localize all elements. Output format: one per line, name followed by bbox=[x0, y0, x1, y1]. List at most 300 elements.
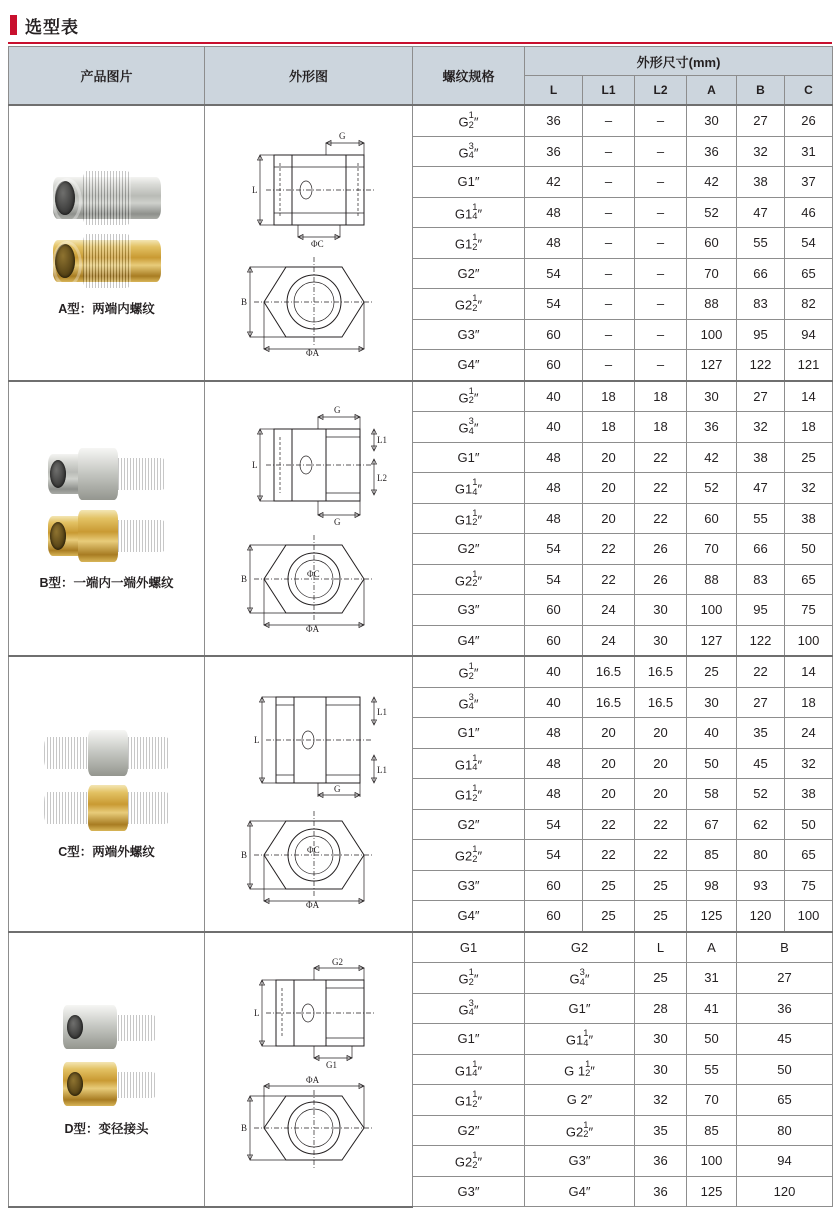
dim-A: 40 bbox=[687, 718, 737, 749]
svg-text:L: L bbox=[251, 184, 257, 195]
dim-C: 38 bbox=[785, 779, 833, 810]
header-L: L bbox=[525, 76, 583, 106]
dim-A: 88 bbox=[687, 289, 737, 320]
drawing-cell-b bbox=[205, 381, 413, 657]
spec-cell: G4″ bbox=[413, 901, 525, 932]
spec-cell: G 3 4 ″ bbox=[413, 687, 525, 718]
dim-C: 14 bbox=[785, 381, 833, 412]
spec-cell-g2: G 1 1 2 ″ bbox=[525, 1054, 635, 1085]
dim-L2: 16.5 bbox=[635, 656, 687, 687]
header-dimensions-group: 外形尺寸(mm) bbox=[525, 47, 833, 76]
drawing-b-side bbox=[214, 403, 404, 529]
drawing-cell-c bbox=[205, 656, 413, 932]
header-d-G2: G2 bbox=[525, 932, 635, 963]
dim-L: 28 bbox=[635, 993, 687, 1024]
dim-C: 54 bbox=[785, 228, 833, 259]
dim-L: 60 bbox=[525, 870, 583, 901]
spec-cell: G1 1 4 ″ bbox=[413, 748, 525, 779]
spec-cell-g2: G 2″ bbox=[525, 1085, 635, 1116]
dim-A: 70 bbox=[687, 1085, 737, 1116]
dim-B: 38 bbox=[737, 442, 785, 473]
dim-C: 100 bbox=[785, 901, 833, 932]
dim-L1: – bbox=[583, 167, 635, 198]
dim-L: 48 bbox=[525, 748, 583, 779]
dim-B: 80 bbox=[737, 840, 785, 871]
header-A: A bbox=[687, 76, 737, 106]
dim-L1: 16.5 bbox=[583, 656, 635, 687]
dim-B: 47 bbox=[737, 197, 785, 228]
spec-cell-g1: G 1 2 ″ bbox=[413, 963, 525, 994]
dim-C: 82 bbox=[785, 289, 833, 320]
svg-text:G: G bbox=[338, 130, 345, 141]
spec-cell-g1: G3″ bbox=[413, 1176, 525, 1207]
dim-L: 60 bbox=[525, 595, 583, 626]
svg-text:ΦA: ΦA bbox=[305, 899, 319, 909]
dim-A: 50 bbox=[687, 748, 737, 779]
header-d-B: B bbox=[737, 932, 833, 963]
product-caption-d: D型：变径接头 bbox=[64, 1122, 149, 1136]
dim-B: 55 bbox=[737, 228, 785, 259]
drawing-d-side bbox=[214, 956, 404, 1072]
dim-L2: 20 bbox=[635, 748, 687, 779]
dim-L: 42 bbox=[525, 167, 583, 198]
drawing-a-side bbox=[214, 129, 404, 249]
dim-L: 40 bbox=[525, 687, 583, 718]
svg-text:ΦA: ΦA bbox=[305, 1075, 319, 1085]
dim-L1: 20 bbox=[583, 748, 635, 779]
dim-B: 52 bbox=[737, 779, 785, 810]
header-drawing: 外形图 bbox=[205, 47, 413, 106]
dim-L2: 30 bbox=[635, 595, 687, 626]
spec-cell-g1: G2 1 2 ″ bbox=[413, 1146, 525, 1177]
dim-B: 83 bbox=[737, 564, 785, 595]
dim-C: 24 bbox=[785, 718, 833, 749]
dim-C: 75 bbox=[785, 595, 833, 626]
dim-L2: 22 bbox=[635, 840, 687, 871]
dim-L1: 16.5 bbox=[583, 687, 635, 718]
page-root bbox=[0, 8, 840, 1199]
drawing-a-end bbox=[214, 249, 404, 357]
drawing-cell-a bbox=[205, 105, 413, 381]
dim-A: 42 bbox=[687, 167, 737, 198]
title-accent-bar bbox=[10, 15, 17, 35]
header-B: B bbox=[737, 76, 785, 106]
dim-L2: 18 bbox=[635, 412, 687, 443]
product-photo-d-brass bbox=[57, 1057, 157, 1111]
spec-cell-g1: G1″ bbox=[413, 1024, 525, 1055]
dim-L: 36 bbox=[525, 105, 583, 136]
dim-A: 67 bbox=[687, 809, 737, 840]
svg-text:L: L bbox=[251, 460, 257, 471]
spec-cell: G1″ bbox=[413, 718, 525, 749]
dim-L: 48 bbox=[525, 779, 583, 810]
table-row bbox=[9, 105, 833, 136]
dim-B: 47 bbox=[737, 473, 785, 504]
product-photo-b-brass bbox=[48, 507, 166, 565]
dim-L: 36 bbox=[525, 136, 583, 167]
dim-L2: 20 bbox=[635, 779, 687, 810]
dim-A: 85 bbox=[687, 840, 737, 871]
table-row bbox=[9, 656, 833, 687]
page-title bbox=[8, 8, 832, 44]
svg-text:B: B bbox=[240, 296, 247, 307]
header-d-L: L bbox=[635, 932, 687, 963]
svg-text:ΦC: ΦC bbox=[306, 844, 320, 855]
dim-L2: 22 bbox=[635, 442, 687, 473]
drawing-b-end bbox=[214, 529, 404, 633]
dim-B: 27 bbox=[737, 687, 785, 718]
spec-cell: G2″ bbox=[413, 809, 525, 840]
dim-L: 30 bbox=[635, 1054, 687, 1085]
dim-L1: 18 bbox=[583, 381, 635, 412]
dim-C: 18 bbox=[785, 687, 833, 718]
spec-cell: G 3 4 ″ bbox=[413, 136, 525, 167]
dim-L2: – bbox=[635, 167, 687, 198]
table-body bbox=[9, 105, 833, 1207]
dim-L: 48 bbox=[525, 442, 583, 473]
product-photo-cell-b bbox=[9, 381, 205, 657]
dim-L2: 16.5 bbox=[635, 687, 687, 718]
spec-cell: G 3 4 ″ bbox=[413, 412, 525, 443]
svg-text:ΦA: ΦA bbox=[305, 347, 319, 357]
svg-text:ΦA: ΦA bbox=[305, 624, 319, 634]
svg-text:L1: L1 bbox=[376, 435, 387, 446]
dim-L2: – bbox=[635, 136, 687, 167]
dim-L1: 20 bbox=[583, 503, 635, 534]
dim-L2: 22 bbox=[635, 809, 687, 840]
header-d-G1: G1 bbox=[413, 932, 525, 963]
spec-cell: G2″ bbox=[413, 258, 525, 289]
product-caption-b: B型：一端内一端外螺纹 bbox=[39, 576, 174, 591]
dim-A: 36 bbox=[687, 136, 737, 167]
product-photo-cell-c bbox=[9, 656, 205, 932]
dim-C: 18 bbox=[785, 412, 833, 443]
dim-L2: – bbox=[635, 319, 687, 350]
dim-A: 85 bbox=[687, 1115, 737, 1146]
dim-C: 100 bbox=[785, 625, 833, 656]
svg-text:B: B bbox=[240, 849, 247, 860]
drawing-c-side bbox=[214, 679, 404, 805]
dim-L: 60 bbox=[525, 350, 583, 381]
svg-text:G1: G1 bbox=[325, 1060, 337, 1070]
dim-B: 120 bbox=[737, 1176, 833, 1207]
dim-A: 25 bbox=[687, 656, 737, 687]
header-product-photo: 产品图片 bbox=[9, 47, 205, 106]
svg-text:L: L bbox=[253, 734, 259, 745]
spec-cell-g2: G3″ bbox=[525, 1146, 635, 1177]
header-L1: L1 bbox=[583, 76, 635, 106]
dim-L: 36 bbox=[635, 1146, 687, 1177]
dim-L: 54 bbox=[525, 289, 583, 320]
dim-L: 60 bbox=[525, 625, 583, 656]
product-caption-c: C型：两端外螺纹 bbox=[58, 844, 155, 859]
dim-A: 36 bbox=[687, 412, 737, 443]
dim-L2: – bbox=[635, 289, 687, 320]
dim-C: 50 bbox=[785, 809, 833, 840]
dim-A: 127 bbox=[687, 350, 737, 381]
product-photo-c-steel bbox=[44, 728, 170, 778]
dim-L1: 18 bbox=[583, 412, 635, 443]
dim-A: 41 bbox=[687, 993, 737, 1024]
spec-cell: G1 1 2 ″ bbox=[413, 228, 525, 259]
product-photo-a-steel bbox=[53, 169, 161, 227]
dim-B: 80 bbox=[737, 1115, 833, 1146]
svg-text:ΦC: ΦC bbox=[306, 569, 320, 580]
page-title-text: 选型表 bbox=[25, 17, 79, 37]
dim-L: 54 bbox=[525, 809, 583, 840]
svg-text:G: G bbox=[333, 405, 340, 416]
dim-B: 38 bbox=[737, 167, 785, 198]
dim-L: 30 bbox=[635, 1024, 687, 1055]
dim-L2: 25 bbox=[635, 901, 687, 932]
dim-L: 48 bbox=[525, 503, 583, 534]
dim-C: 32 bbox=[785, 473, 833, 504]
spec-cell: G3″ bbox=[413, 319, 525, 350]
dim-B: 45 bbox=[737, 1024, 833, 1055]
dim-A: 70 bbox=[687, 258, 737, 289]
dim-L: 54 bbox=[525, 534, 583, 565]
dim-L2: 18 bbox=[635, 381, 687, 412]
dim-C: 46 bbox=[785, 197, 833, 228]
dim-C: 94 bbox=[785, 319, 833, 350]
dim-L2: 22 bbox=[635, 473, 687, 504]
dim-C: 37 bbox=[785, 167, 833, 198]
spec-cell-g2: G 3 4 ″ bbox=[525, 963, 635, 994]
dim-L: 40 bbox=[525, 381, 583, 412]
dim-L1: 22 bbox=[583, 840, 635, 871]
dim-L1: 20 bbox=[583, 473, 635, 504]
dim-L1: 22 bbox=[583, 809, 635, 840]
dim-L: 40 bbox=[525, 656, 583, 687]
svg-text:G2: G2 bbox=[331, 957, 343, 967]
dim-A: 31 bbox=[687, 963, 737, 994]
dim-B: 32 bbox=[737, 412, 785, 443]
dim-B: 95 bbox=[737, 595, 785, 626]
spec-cell: G 1 2 ″ bbox=[413, 381, 525, 412]
dim-L2: 26 bbox=[635, 534, 687, 565]
spec-cell: G4″ bbox=[413, 625, 525, 656]
dim-B: 65 bbox=[737, 1085, 833, 1116]
dim-C: 25 bbox=[785, 442, 833, 473]
dim-C: 65 bbox=[785, 840, 833, 871]
dim-B: 50 bbox=[737, 1054, 833, 1085]
table-row bbox=[9, 381, 833, 412]
dim-L: 25 bbox=[635, 963, 687, 994]
dim-B: 120 bbox=[737, 901, 785, 932]
dim-L: 48 bbox=[525, 718, 583, 749]
svg-text:G: G bbox=[333, 517, 340, 528]
product-photo-cell-d bbox=[9, 932, 205, 1207]
dim-C: 65 bbox=[785, 564, 833, 595]
spec-cell: G1″ bbox=[413, 167, 525, 198]
dim-L: 32 bbox=[635, 1085, 687, 1116]
spec-cell: G4″ bbox=[413, 350, 525, 381]
dim-B: 66 bbox=[737, 534, 785, 565]
dim-L2: – bbox=[635, 258, 687, 289]
dim-L: 40 bbox=[525, 412, 583, 443]
table-row bbox=[9, 932, 833, 963]
dim-B: 35 bbox=[737, 718, 785, 749]
spec-cell: G1 1 4 ″ bbox=[413, 197, 525, 228]
dim-L1: – bbox=[583, 105, 635, 136]
product-photo-d-steel bbox=[57, 1001, 157, 1053]
svg-text:L: L bbox=[253, 1008, 259, 1018]
dim-A: 30 bbox=[687, 381, 737, 412]
dim-C: 14 bbox=[785, 656, 833, 687]
spec-cell: G3″ bbox=[413, 870, 525, 901]
dim-L2: 25 bbox=[635, 870, 687, 901]
header-C: C bbox=[785, 76, 833, 106]
dim-L: 48 bbox=[525, 473, 583, 504]
product-photo-c-brass bbox=[44, 782, 170, 834]
dim-A: 30 bbox=[687, 105, 737, 136]
header-L2: L2 bbox=[635, 76, 687, 106]
dim-L1: 24 bbox=[583, 595, 635, 626]
header-d-A: A bbox=[687, 932, 737, 963]
dim-L: 60 bbox=[525, 901, 583, 932]
dim-L1: – bbox=[583, 350, 635, 381]
dim-B: 93 bbox=[737, 870, 785, 901]
dim-A: 52 bbox=[687, 473, 737, 504]
dim-C: 65 bbox=[785, 258, 833, 289]
dim-B: 66 bbox=[737, 258, 785, 289]
dim-L1: 20 bbox=[583, 718, 635, 749]
spec-cell-g2: G1″ bbox=[525, 993, 635, 1024]
dim-C: 50 bbox=[785, 534, 833, 565]
svg-text:L2: L2 bbox=[376, 473, 387, 484]
dim-A: 52 bbox=[687, 197, 737, 228]
dim-L: 54 bbox=[525, 258, 583, 289]
dim-L1: – bbox=[583, 136, 635, 167]
spec-cell: G2″ bbox=[413, 534, 525, 565]
dim-A: 60 bbox=[687, 503, 737, 534]
product-caption-a: A型：两端内螺纹 bbox=[58, 301, 155, 316]
dim-B: 22 bbox=[737, 656, 785, 687]
dim-C: 38 bbox=[785, 503, 833, 534]
dim-C: 26 bbox=[785, 105, 833, 136]
dim-L1: 25 bbox=[583, 870, 635, 901]
dim-B: 27 bbox=[737, 105, 785, 136]
dim-L1: – bbox=[583, 289, 635, 320]
dim-B: 95 bbox=[737, 319, 785, 350]
dim-A: 58 bbox=[687, 779, 737, 810]
svg-text:G: G bbox=[333, 783, 340, 794]
dim-B: 122 bbox=[737, 625, 785, 656]
spec-cell-g1: G 3 4 ″ bbox=[413, 993, 525, 1024]
dim-L: 54 bbox=[525, 840, 583, 871]
dim-A: 100 bbox=[687, 1146, 737, 1177]
dim-A: 50 bbox=[687, 1024, 737, 1055]
dim-L2: 30 bbox=[635, 625, 687, 656]
dim-L1: 22 bbox=[583, 534, 635, 565]
dim-B: 36 bbox=[737, 993, 833, 1024]
dim-A: 127 bbox=[687, 625, 737, 656]
spec-cell: G2 1 2 ″ bbox=[413, 840, 525, 871]
dim-C: 75 bbox=[785, 870, 833, 901]
header-thread-spec: 螺纹规格 bbox=[413, 47, 525, 106]
product-photo-a-brass bbox=[53, 231, 161, 291]
product-photo-cell-a bbox=[9, 105, 205, 381]
dim-L: 48 bbox=[525, 197, 583, 228]
product-photo-b-steel bbox=[48, 445, 166, 503]
dim-L: 60 bbox=[525, 319, 583, 350]
dim-A: 98 bbox=[687, 870, 737, 901]
dim-A: 70 bbox=[687, 534, 737, 565]
spec-cell: G1″ bbox=[413, 442, 525, 473]
dim-L2: 22 bbox=[635, 503, 687, 534]
dim-L: 36 bbox=[635, 1176, 687, 1207]
dim-L1: – bbox=[583, 319, 635, 350]
dim-A: 100 bbox=[687, 595, 737, 626]
spec-cell-g2: G1 1 4 ″ bbox=[525, 1024, 635, 1055]
dim-L2: – bbox=[635, 105, 687, 136]
svg-text:B: B bbox=[240, 574, 247, 585]
table-head bbox=[9, 47, 833, 106]
spec-cell-g1: G1 1 4 ″ bbox=[413, 1054, 525, 1085]
dim-A: 125 bbox=[687, 1176, 737, 1207]
dim-A: 125 bbox=[687, 901, 737, 932]
dim-A: 60 bbox=[687, 228, 737, 259]
dim-B: 62 bbox=[737, 809, 785, 840]
dim-L: 54 bbox=[525, 564, 583, 595]
dim-C: 32 bbox=[785, 748, 833, 779]
dim-B: 27 bbox=[737, 381, 785, 412]
dim-A: 55 bbox=[687, 1054, 737, 1085]
drawing-c-end bbox=[214, 805, 404, 909]
dim-B: 27 bbox=[737, 963, 833, 994]
dim-L1: – bbox=[583, 258, 635, 289]
dim-L2: 20 bbox=[635, 718, 687, 749]
dim-L1: 20 bbox=[583, 779, 635, 810]
drawing-cell-d bbox=[205, 932, 413, 1207]
drawing-d-end bbox=[214, 1072, 404, 1182]
spec-cell: G1 1 2 ″ bbox=[413, 779, 525, 810]
dim-A: 100 bbox=[687, 319, 737, 350]
dim-L1: 25 bbox=[583, 901, 635, 932]
dim-B: 83 bbox=[737, 289, 785, 320]
spec-cell-g2: G4″ bbox=[525, 1176, 635, 1207]
dim-L2: – bbox=[635, 228, 687, 259]
dim-B: 55 bbox=[737, 503, 785, 534]
dim-A: 30 bbox=[687, 687, 737, 718]
dim-A: 88 bbox=[687, 564, 737, 595]
dim-L1: 20 bbox=[583, 442, 635, 473]
dim-B: 122 bbox=[737, 350, 785, 381]
dim-A: 42 bbox=[687, 442, 737, 473]
dim-L2: – bbox=[635, 350, 687, 381]
dim-L1: 22 bbox=[583, 564, 635, 595]
dim-L2: 26 bbox=[635, 564, 687, 595]
svg-text:ΦC: ΦC bbox=[310, 238, 324, 249]
spec-cell: G 1 2 ″ bbox=[413, 656, 525, 687]
spec-cell: G3″ bbox=[413, 595, 525, 626]
dim-L1: – bbox=[583, 197, 635, 228]
spec-cell-g1: G2″ bbox=[413, 1115, 525, 1146]
selection-table bbox=[8, 46, 833, 1208]
dim-L1: – bbox=[583, 228, 635, 259]
dim-B: 94 bbox=[737, 1146, 833, 1177]
svg-text:B: B bbox=[240, 1123, 247, 1133]
spec-cell: G2 1 2 ″ bbox=[413, 289, 525, 320]
dim-C: 31 bbox=[785, 136, 833, 167]
spec-cell: G 1 2 ″ bbox=[413, 105, 525, 136]
dim-L: 35 bbox=[635, 1115, 687, 1146]
dim-L: 48 bbox=[525, 228, 583, 259]
dim-L1: 24 bbox=[583, 625, 635, 656]
spec-cell-g1: G1 1 2 ″ bbox=[413, 1085, 525, 1116]
svg-text:L1: L1 bbox=[376, 706, 387, 717]
svg-text:L1: L1 bbox=[376, 764, 387, 775]
